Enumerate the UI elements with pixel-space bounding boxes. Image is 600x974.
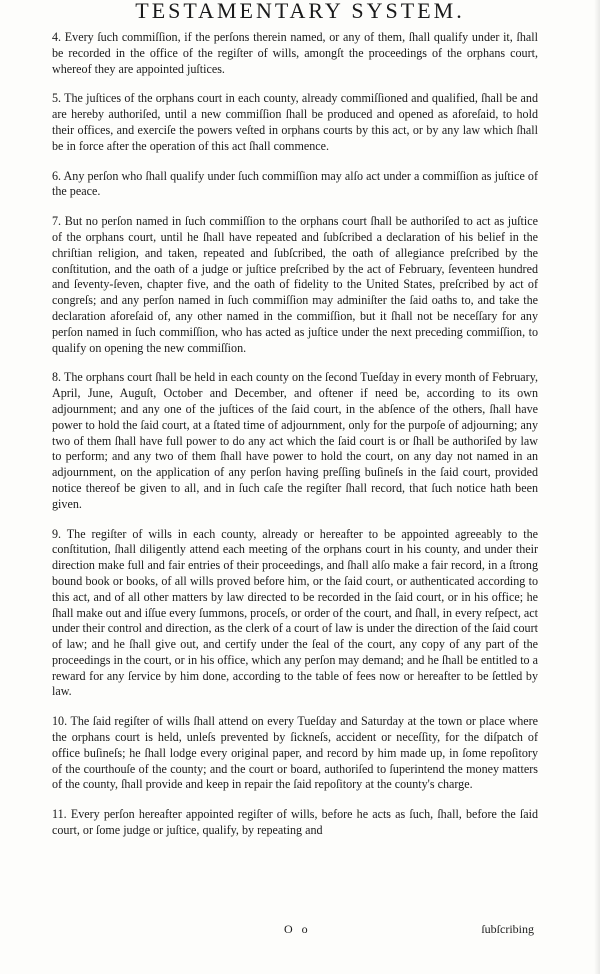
paragraph-number: 5. [52,91,62,106]
paragraph-number: 4. [52,30,62,44]
catchword: ſubſcribing [481,922,534,936]
paragraph-number: 8. [52,370,62,385]
page-edge-shadow [594,0,600,974]
paragraph-number: 9. [52,526,62,541]
paragraph-number: 11. [52,807,67,822]
paragraph-5 [52,91,538,154]
paragraph-8 [52,370,538,512]
paragraph-text: But no perſon named in ſuch commiſſion to the orphans court ſhall be authoriſed to act as juſtice of the orphans court, until he ſhall have repeated and ſubſcribed a declaration of his belief in the chriſtian religion, and taken, repeated and ſubſcribed, the oath of allegiance preſcribed by the conſtitution, and the oath of a judge or juſtice preſcribed by the act of February, ſeventeen hundred and ſeventy-ſeven, chapter five, and the oath of fidelity to the United States, preſcribed by act of congreſs; and any perſon named in ſuch commiſſion may adminiſter the ſaid oaths to, and take the declaration aforeſaid of, any other named in the commiſſion, but it ſhall not be neceſſary for any perſon named in ſuch commiſſion, who has acted as juſtice under the next preceding commiſſion, to qualify on opening the new commiſſion. [52,214,538,355]
paragraph-text: Every perſon hereafter appointed regiſter of wills, before he acts as ſuch, ſhall, before the ſaid court, or ſome judge or juſtice, qualify, by repeating and [52,807,539,838]
paragraph-text: The orphans court ſhall be held in each county on the ſecond Tueſday in every month of February, April, June, Auguſt, October and December, and oftener if need be, according to its own adjournment; and any one of the juſtices of the ſaid court, in the abſence of the others, ſhall have power to hold the ſaid court, at a ſtated time of adjournment, only for the purpoſe of adjourning; any two of them ſhall have full power to do any act which the ſaid court is or ſhall be authoriſed by law to perform; and any two of them ſhall have power to hold the court, on any day not named in an adjournment, on the application of any perſon having preſſing buſineſs in the ſaid court, provided notice thereof be given to all, and in ſuch caſe the regiſter ſhall record, that ſuch notice hath been given. [52,370,538,511]
paragraph-text: Every ſuch commiſſion, if the perſons therein named, or any of them, ſhall qualify under it, ſhall be recorded in the office of the regiſter of wills, amongſt the proceedings of the orphans court, whereof they are appointed juſtices. [52,30,538,76]
paragraph-10 [52,714,538,793]
paragraph-text: The juſtices of the orphans court in each county, already commiſſioned and qualified, ſhall be and are hereby authoriſed, until a new commiſſion ſhall be produced and opened as aforeſaid, to hold their offices, and exerciſe the powers veſted in orphans courts by this act, or by any law which ſhall be in force after the operation of this act ſhall commence. [52,91,538,153]
paragraph-4 [52,30,538,77]
running-title: TESTAMENTARY SYSTEM. [135,0,465,23]
paragraph-9 [52,527,538,701]
paragraph-11 [52,807,538,839]
paragraph-text: The ſaid regiſter of wills ſhall attend on every Tueſday and Saturday at the town or place where the orphans court is held, unleſs prevented by ſickneſs, accident or neceſſity, for the diſpatch of office buſineſs; he ſhall lodge every original paper, and record by him made up, in ſome repoſitory of the courthouſe of the county; and the court or board, authoriſed to ſuperintend the money matters of the county, ſhall provide and keep in repair the ſaid repoſitory at the county's charge. [52,714,538,792]
page-footer [0,922,600,942]
body-text [52,30,538,839]
paragraph-text: The regiſter of wills in each county, already or hereafter to be appointed agreeably to the conſtitution, ſhall diligently attend each meeting of the orphans court in his county, and under their direction make full and fair entries of their proceedings, and ſhall alſo make a fair record, in a ſtrong bound book or books, of all wills proved before him, or the ſaid court, or authenticated according to this act, and of all other matters by law directed to be recorded in the ſaid court, or in his office; he ſhall make out and iſſue every ſummons, proceſs, or order of the court, and ſhall, in every reſpect, act under their control and direction, as the clerk of a court of law is under the direction of the ſaid court of law; and he ſhall give out, and certify under the ſeal of the court, any copy of any part of the proceedings in the court, or in his office, which any perſon may demand; and he ſhall be entitled to a reward for any ſervice by him done, according to the table of fees now or hereafter to be ſettled by law. [52,526,539,699]
paragraph-7 [52,214,538,356]
paragraph-number: 10. [52,714,68,729]
paragraph-number: 6. [52,168,62,183]
signature-mark: O o [284,922,311,936]
paragraph-text: Any perſon who ſhall qualify under ſuch commiſſion may alſo act under a commiſſion as juſtice of the peace. [52,168,539,199]
paragraph-number: 7. [52,214,62,229]
paragraph-6 [52,169,538,201]
